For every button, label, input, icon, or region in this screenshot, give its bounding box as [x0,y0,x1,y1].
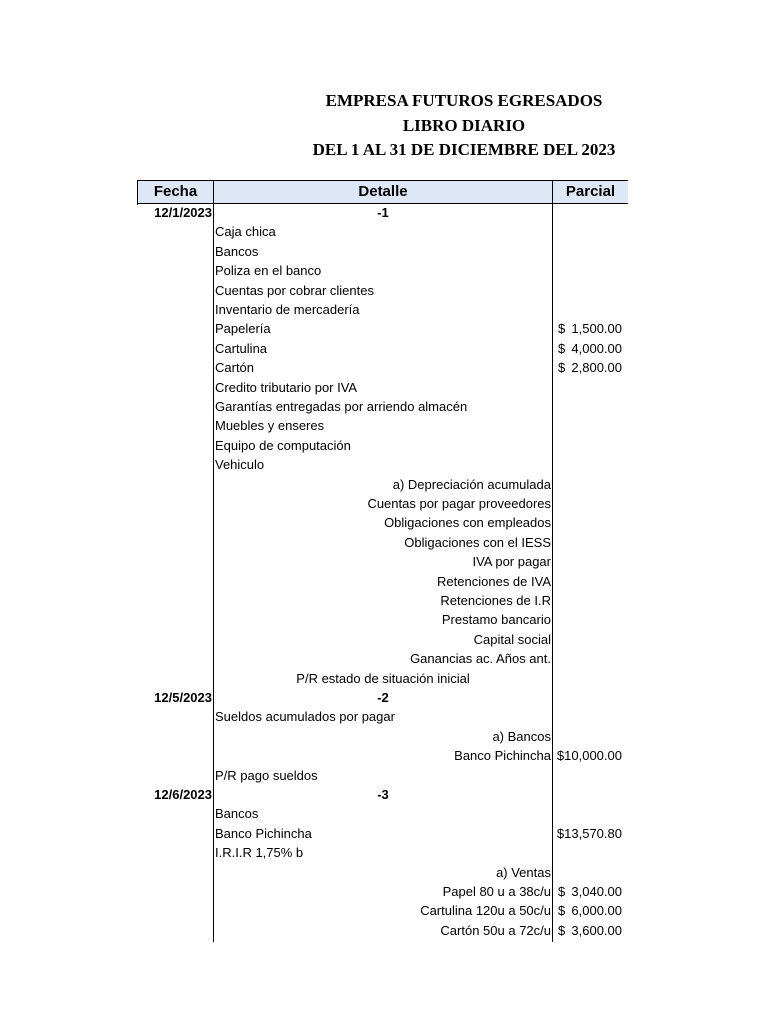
entry-detail: -3 [377,787,389,802]
entry-detail: Retenciones de I.R [440,593,551,608]
entry-detail: Capital social [473,631,551,647]
table-row [0,669,768,688]
table-row [0,203,768,222]
entry-detail: P/R pago sueldos [215,767,318,783]
entry-detail: Garantías entregadas por arriendo almacén [215,399,468,414]
entry-detail: Papelería [215,321,271,337]
entry-detail: Cartulina 120u a 50c/u [420,903,551,919]
entry-detail: Poliza en el banco [215,263,322,279]
book-title: LIBRO DIARIO [402,116,526,135]
entry-detail: Cuentas por pagar proveedores [367,496,551,511]
entry-date: 12/1/2023 [154,205,212,220]
entry-detail: a) Bancos [492,728,551,744]
table-row [0,649,768,668]
currency-symbol: $ [558,321,566,337]
table-row [0,319,768,338]
entry-detail: I.R.I.R 1,75% b [215,845,304,861]
table-left-border-top [137,180,138,204]
table-row [0,630,768,649]
table-row [0,300,768,319]
table-row [0,707,768,726]
entry-detail: Obligaciones con empleados [384,515,551,531]
entry-detail: Cuentas por cobrar clientes [215,282,374,298]
entry-detail: Inventario de mercadería [215,302,360,317]
entry-detail: Equipo de computación [215,437,351,453]
entry-detail: Retenciones de IVA [437,573,551,589]
table-row [0,416,768,435]
period-title: DEL 1 AL 31 DE DICIEMBRE DEL 2023 [312,140,616,159]
table-row [0,513,768,532]
entry-detail: Prestamo bancario [441,612,551,628]
entry-detail: Papel 80 u a 38c/u [442,884,551,899]
column-header-parcial: Parcial [553,181,628,203]
table-row [0,436,768,455]
table-row [0,804,768,823]
table-row [0,610,768,629]
entry-detail: Banco Pichincha [215,825,312,841]
entry-detail: Banco Pichincha [454,748,551,764]
table-top-border [137,180,628,181]
table-row [0,358,768,377]
entry-detail: Caja chica [215,224,276,240]
currency-symbol: $ [558,922,566,938]
table-row [0,843,768,862]
entry-detail: Cartulina [215,340,268,356]
entry-detail: Obligaciones con el IESS [404,534,551,550]
table-row [0,281,768,300]
entry-detail: Bancos [215,806,259,822]
entry-amount: 2,800.00 [571,360,622,376]
table-row [0,339,768,358]
table-row [0,901,768,920]
entry-detail: IVA por pagar [472,554,551,570]
column-header-detalle: Detalle [214,181,552,203]
currency-symbol: $ [558,884,566,899]
table-row [0,746,768,765]
entry-detail: Cartón [215,360,255,376]
entry-amount: 3,040.00 [571,884,622,899]
entry-amount: 6,000.00 [571,903,622,919]
table-row [0,766,768,785]
entry-detail: Cartón 50u a 72c/u [440,922,551,938]
table-row [0,921,768,940]
entry-detail: Muebles y enseres [215,418,325,434]
table-row [0,785,768,804]
table-row [0,572,768,591]
entry-amount: $10,000.00 [556,748,622,764]
entry-detail: Bancos [215,243,259,259]
table-row [0,591,768,610]
entry-detail: P/R estado de situación inicial [296,670,470,686]
entry-detail: Sueldos acumulados por pagar [215,709,395,725]
table-row [0,397,768,416]
entry-detail: Vehiculo [215,457,265,473]
entry-detail: -1 [377,205,389,220]
entry-amount: 1,500.00 [571,321,622,337]
currency-symbol: $ [558,340,566,356]
table-row [0,688,768,707]
column-header-fecha: Fecha [138,181,213,203]
company-name: EMPRESA FUTUROS EGRESADOS [325,91,603,110]
entry-detail: -2 [377,690,389,705]
table-row [0,455,768,474]
entry-date: 12/5/2023 [154,690,212,705]
table-row [0,494,768,513]
table-row [0,378,768,397]
table-row [0,475,768,494]
table-row [0,882,768,901]
entry-detail: Ganancias ac. Años ant. [410,651,551,667]
table-row [0,863,768,882]
table-row [0,533,768,552]
currency-symbol: $ [558,903,566,919]
entry-amount: 4,000.00 [571,340,622,356]
currency-symbol: $ [558,360,566,376]
table-row [0,824,768,843]
entry-date: 12/6/2023 [154,787,212,802]
entry-amount: $13,570.80 [556,825,622,841]
entry-detail: a) Ventas [496,864,551,880]
table-row [0,727,768,746]
table-row [0,222,768,241]
table-row [0,261,768,280]
table-row [0,242,768,261]
table-row [0,552,768,571]
entry-detail: a) Depreciación acumulada [392,476,551,492]
entry-detail: Credito tributario por IVA [215,379,358,395]
entry-amount: 3,600.00 [571,922,622,938]
